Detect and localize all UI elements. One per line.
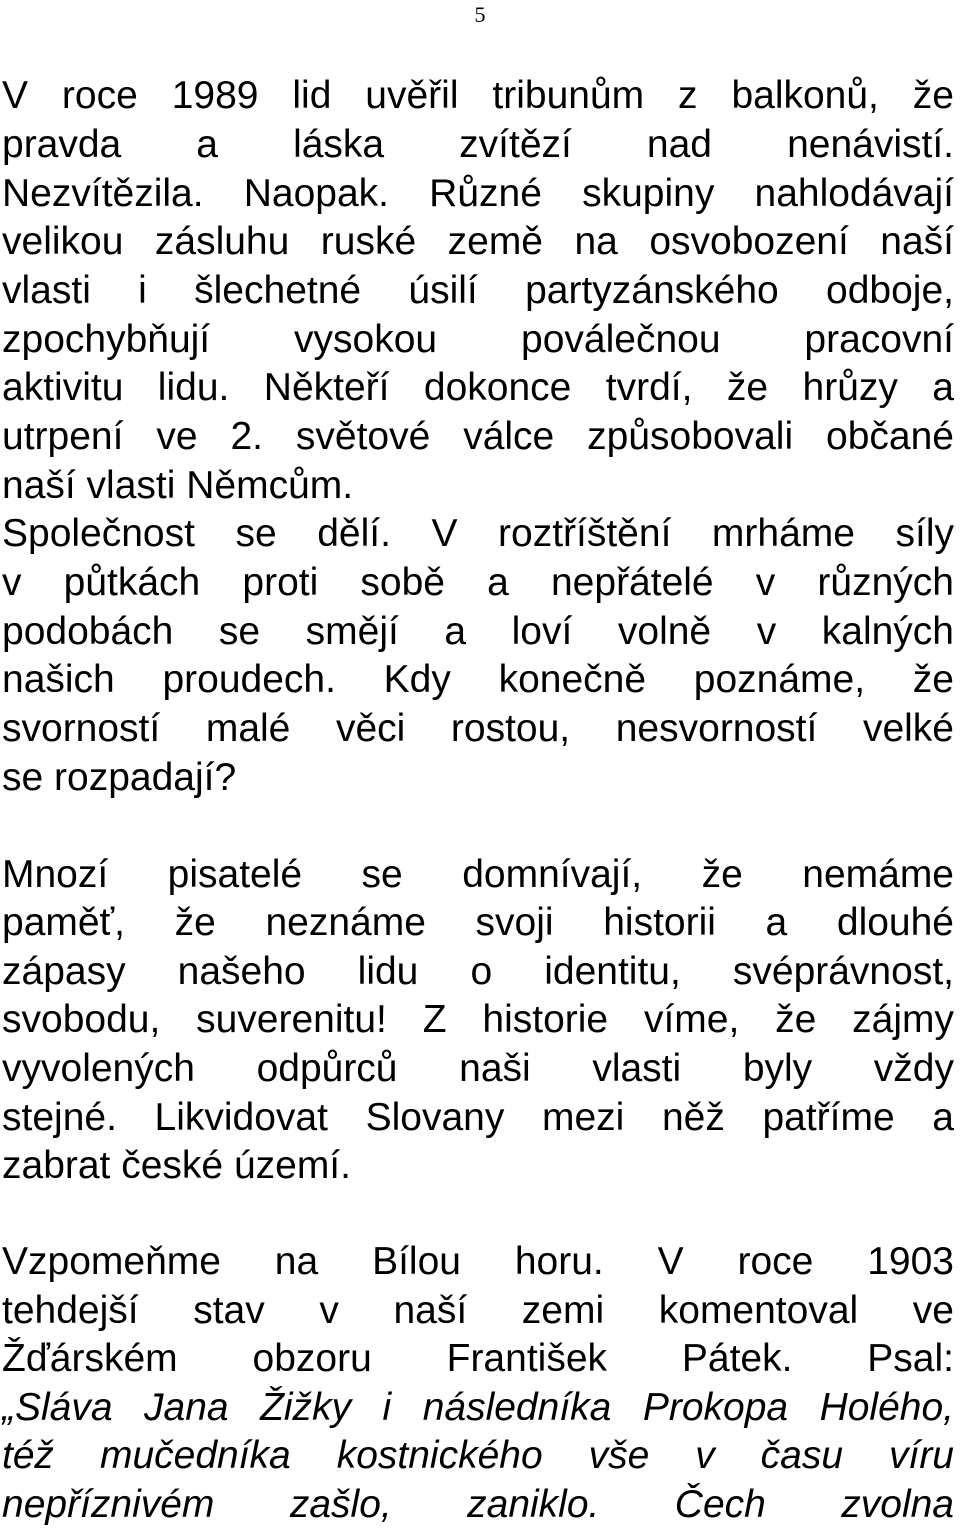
text-line: velikou zásluhu ruské země na osvobození naší [2, 220, 954, 263]
quote-line: „Sláva Jana Žižky i následníka Prokopa Holého, [2, 1386, 954, 1429]
text-line: zápasy našeho lidu o identitu, svéprávnost, [2, 950, 954, 993]
text-line: Mnozí pisatelé se domnívají, že nemáme [2, 853, 954, 896]
text-line: Nezvítězila. Naopak. Různé skupiny nahlodávají [2, 172, 954, 215]
text-line: pravda a láska zvítězí nad nenávistí. [2, 123, 954, 166]
text-line: vlasti i šlechetné úsilí partyzánského odboje, [2, 269, 954, 312]
text-line: naší vlasti Němcům. [2, 464, 354, 507]
text-line: Společnost se dělí. V roztříštění mrháme síly [2, 512, 954, 555]
text-line: se rozpadají? [2, 756, 237, 799]
text-line: zabrat české území. [2, 1144, 351, 1187]
text-line: našich proudech. Kdy konečně poznáme, že [2, 658, 954, 701]
page-number: 5 [474, 2, 486, 27]
text-line: svorností malé věci rostou, nesvorností velké [2, 707, 954, 750]
text-line: aktivitu lidu. Někteří dokonce tvrdí, že hrůzy a [2, 366, 954, 409]
text-line: v půtkách proti sobě a nepřátelé v různých [2, 561, 954, 604]
text-line: V roce 1989 lid uvěřil tribunům z balkonů, že [2, 74, 954, 117]
text-line: utrpení ve 2. světové válce způsobovali občané [2, 415, 954, 458]
text-line: Žďárském obzoru František Pátek. Psal: [2, 1337, 954, 1380]
text-line: stejné. Likvidovat Slovany mezi něž patříme a [2, 1096, 954, 1139]
text-line: zpochybňují vysokou poválečnou pracovní [2, 318, 954, 361]
text-line: tehdejší stav v naší zemi komentoval ve [2, 1289, 954, 1332]
quote-line: nepříznivém zašlo, zaniklo. Čech zvolna [2, 1483, 954, 1526]
text-line: svobodu, suverenitu! Z historie víme, že zájmy [2, 998, 954, 1041]
text-line: vyvolených odpůrců naši vlasti byly vždy [2, 1047, 954, 1090]
quote-line: též mučedníka kostnického vše v času víru [2, 1434, 954, 1477]
text-line: paměť, že neznáme svoji historii a dlouhé [2, 901, 954, 944]
text-line: Vzpomeňme na Bílou horu. V roce 1903 [2, 1240, 954, 1283]
text-line: podobách se smějí a loví volně v kalných [2, 610, 954, 653]
